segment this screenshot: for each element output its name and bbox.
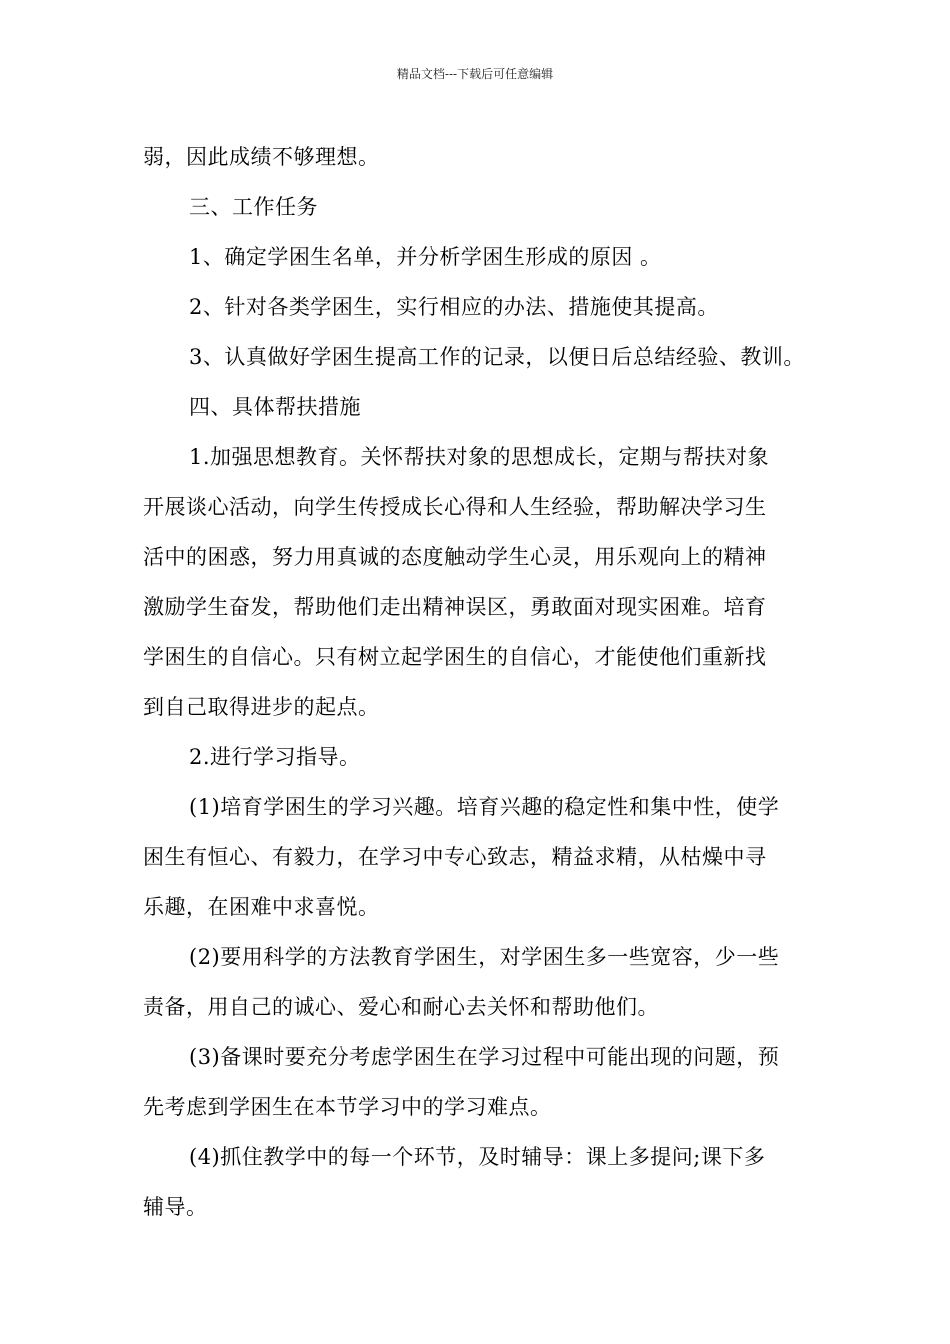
- section-heading: 四、具体帮扶措施: [189, 395, 361, 419]
- body-line: 活中的困惑，努力用真诚的态度触动学生心灵，用乐观向上的精神: [143, 545, 767, 569]
- subsection-heading: 2.进行学习指导。: [189, 745, 361, 769]
- body-line: 开展谈心活动，向学生传授成长心得和人生经验，帮助解决学习生: [143, 495, 767, 519]
- document-body: [143, 132, 815, 1232]
- body-line: 激励学生奋发，帮助他们走出精神误区，勇敢面对现实困难。培育: [143, 595, 767, 619]
- body-line: 到自己取得进步的起点。: [143, 695, 380, 719]
- body-line: 学困生的自信心。只有树立起学困生的自信心，才能使他们重新找: [143, 645, 767, 669]
- paragraph-first-line: 1.加强思想教育。关怀帮扶对象的思想成长，定期与帮扶对象: [189, 445, 770, 469]
- paragraph-first-line: (2)要用科学的方法教育学困生，对学困生多一些宽容，少一些: [189, 945, 780, 969]
- section-heading: 三、工作任务: [189, 195, 318, 219]
- body-line: 困生有恒心、有毅力，在学习中专心致志，精益求精，从枯燥中寻: [143, 845, 767, 869]
- body-line: 责备，用自己的诚心、爱心和耐心去关怀和帮助他们。: [143, 995, 659, 1019]
- body-line: 先考虑到学困生在本节学习中的学习难点。: [143, 1095, 552, 1119]
- page-header: 精品文档---下载后可任意编辑: [396, 67, 554, 81]
- paragraph-first-line: (3)备课时要充分考虑学困生在学习过程中可能出现的问题，预: [189, 1045, 780, 1069]
- list-item: 2、针对各类学困生，实行相应的办法、措施使其提高。: [189, 295, 719, 319]
- paragraph-first-line: (4)抓住教学中的每一个环节，及时辅导：课上多提问;课下多: [189, 1145, 766, 1169]
- list-item: 1、确定学困生名单，并分析学困生形成的原因 。: [189, 245, 662, 269]
- body-line: 乐趣，在困难中求喜悦。: [143, 895, 380, 919]
- body-line: 弱，因此成绩不够理想。: [143, 145, 380, 169]
- body-line: 辅导。: [143, 1195, 208, 1219]
- list-item: 3、认真做好学困生提高工作的记录，以便日后总结经验、教训。: [189, 345, 805, 369]
- paragraph-first-line: (1)培育学困生的学习兴趣。培育兴趣的稳定性和集中性，使学: [189, 795, 780, 819]
